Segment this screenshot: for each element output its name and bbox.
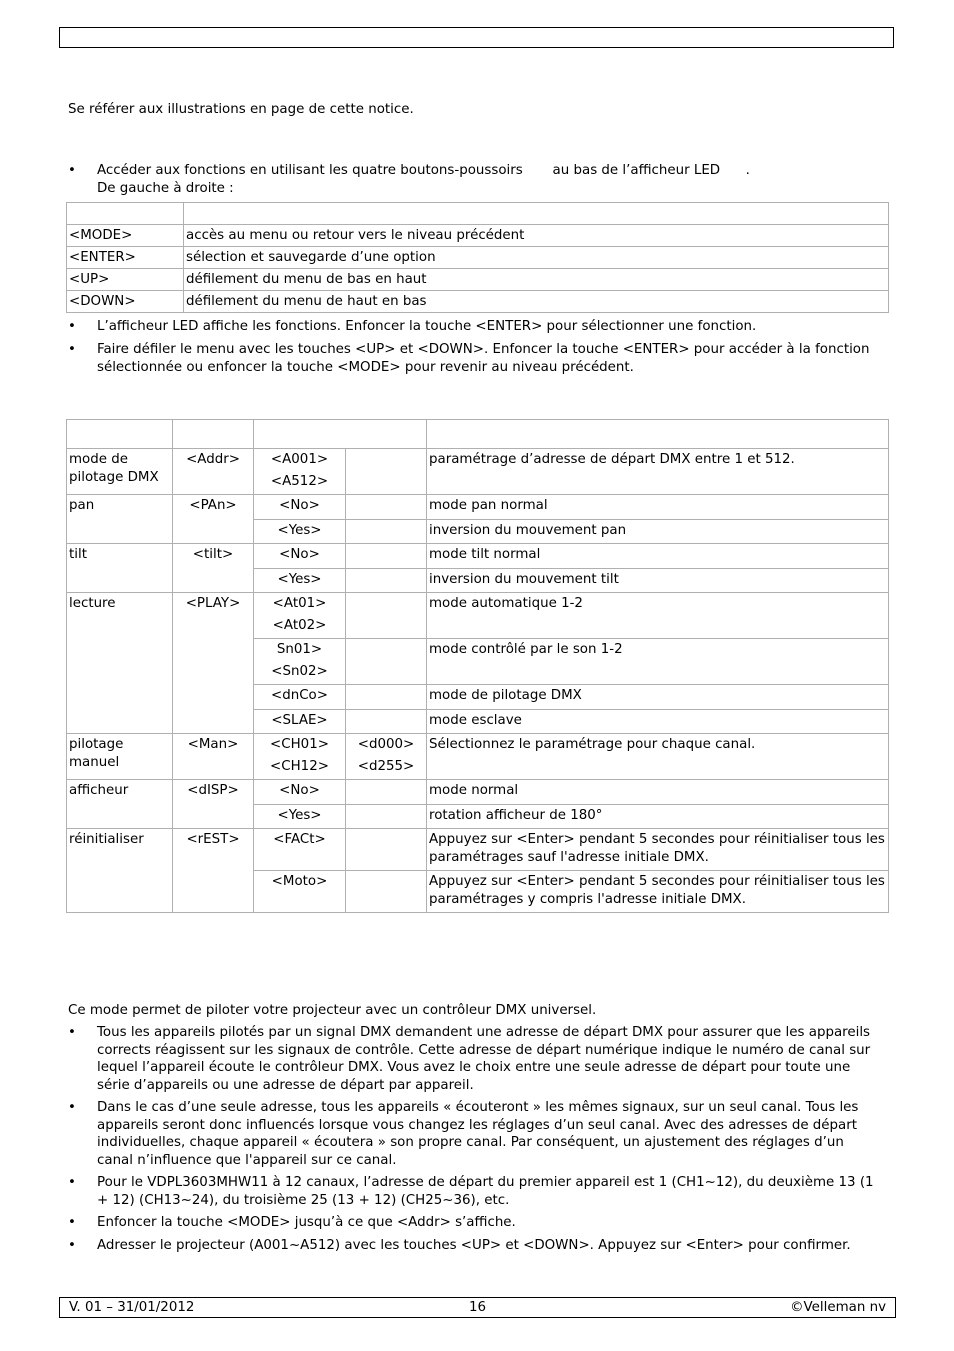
value-cell: <Moto> (254, 871, 346, 913)
table-row (67, 225, 889, 247)
desc-cell: défilement du menu de haut en bas (184, 291, 889, 313)
bullet-icon: • (68, 342, 76, 357)
desc-cell: mode pan normal (427, 495, 889, 520)
function-name: réinitialiser (67, 829, 173, 913)
bullet-icon: • (68, 1175, 76, 1190)
desc-cell: mode normal (427, 780, 889, 805)
function-name: pan (67, 495, 173, 544)
function-code: <dISP> (173, 780, 254, 829)
footer-page-number: 16 (469, 1300, 487, 1315)
desc-cell: inversion du mouvement pan (427, 519, 889, 544)
bullet-text: Dans le cas d’une seule adresse, tous les appareils « écouteront » les mêmes signaux, sur un seul canal. Tous les appareils seront donc influencés lorsque vous changez les réglages d’un seul canal. Avec des adresses de départ individuelles, chaque appareil « écoutera » son propre canal. Par conséquent, un ajustement des réglages d’un canal n’influence que l'appareil sur ce canal. (97, 1100, 859, 1168)
footer-version: V. 01 – 31/01/2012 (69, 1300, 195, 1315)
function-name: mode de pilotage DMX (67, 449, 173, 495)
value-cell: <FACt> (254, 829, 346, 871)
key-cell: <UP> (67, 269, 184, 291)
function-code: <tilt> (173, 544, 254, 593)
value-cell: <CH01> <CH12> (254, 734, 346, 780)
function-name: tilt (67, 544, 173, 593)
desc-cell: Appuyez sur <Enter> pendant 5 secondes pour réinitialiser tous les paramétrages sauf l'adresse initiale DMX. (427, 829, 889, 871)
bullet-icon: • (68, 1238, 76, 1253)
desc-cell: mode contrôlé par le son 1-2 (427, 639, 889, 685)
desc-cell: rotation afficheur de 180° (427, 804, 889, 829)
key-cell: <ENTER> (67, 247, 184, 269)
bullet-icon: • (68, 163, 76, 178)
table-row (67, 449, 889, 495)
key-cell: <MODE> (67, 225, 184, 247)
value-cell: <At01> <At02> (254, 593, 346, 639)
value-cell: <A001> <A512> (254, 449, 346, 495)
function-code: <PAn> (173, 495, 254, 544)
function-code: <rEST> (173, 829, 254, 913)
value-cell: <No> (254, 780, 346, 805)
subvalue-cell: <d000> <d255> (346, 734, 427, 780)
bullet-text: Tous les appareils pilotés par un signal DMX demandent une adresse de départ DMX pour assurer que les appareils corrects réagissent sur les signaux de contrôle. Cette adresse de départ numérique indique le numéro de canal sur lequel l’appareil écoute le contrôleur DMX. Vous avez le choix entre une seule adresse de départ pour toute une série d’appareils ou une adresse de départ par appareil. (97, 1025, 871, 1093)
function-code: <PLAY> (173, 593, 254, 734)
function-code: <Addr> (173, 449, 254, 495)
key-cell: <DOWN> (67, 291, 184, 313)
bullet-text: Faire défiler le menu avec les touches <UP> et <DOWN>. Enfoncer la touche <ENTER> pour accéder à la fonction sélectionnée ou enfoncer la touche <MODE> pour revenir au niveau précédent. (97, 342, 870, 375)
footer-copyright: ©Velleman nv (790, 1300, 886, 1315)
bullet-text: Pour le VDPL3603MHW11 à 12 canaux, l’adresse de départ du premier appareil est 1 (CH1~12), du deuxième 13 (1 + 12) (CH13~24), du troisième 25 (13 + 12) (CH25~36), etc. (97, 1175, 874, 1208)
value-cell: <Yes> (254, 568, 346, 593)
desc-cell: sélection et sauvegarde d’une option (184, 247, 889, 269)
value-cell: <Yes> (254, 519, 346, 544)
desc-cell: paramétrage d’adresse de départ DMX entre 1 et 512. (427, 449, 889, 495)
table-row (67, 780, 889, 805)
table-row (67, 544, 889, 569)
table-row (67, 593, 889, 639)
list-item (68, 162, 880, 198)
value-cell: <dnCo> (254, 685, 346, 710)
table-header-row (67, 420, 889, 449)
desc-cell: mode de pilotage DMX (427, 685, 889, 710)
desc-cell: défilement du menu de bas en haut (184, 269, 889, 291)
menu-table (66, 419, 889, 913)
bullet-text: Adresser le projecteur (A001~A512) avec les touches <UP> et <DOWN>. Appuyez sur <Enter> pour confirmer. (97, 1238, 851, 1253)
function-name: pilotage manuel (67, 734, 173, 780)
bullet-icon: • (68, 1025, 76, 1040)
footer (59, 1297, 896, 1318)
table-row (67, 495, 889, 520)
bullet-text: Accéder aux fonctions en utilisant les quatre boutons-poussoirs au bas de l’afficheur LED . (97, 163, 750, 178)
desc-cell: accès au menu ou retour vers le niveau précédent (184, 225, 889, 247)
table-row (67, 269, 889, 291)
value-cell: <No> (254, 544, 346, 569)
desc-cell: mode automatique 1-2 (427, 593, 889, 639)
bullet-icon: • (68, 1215, 76, 1230)
value-cell: <SLAE> (254, 709, 346, 734)
buttons-table (66, 202, 889, 313)
desc-cell: Appuyez sur <Enter> pendant 5 secondes pour réinitialiser tous les paramétrages y compris l'adresse initiale DMX. (427, 871, 889, 913)
bullet-text: L’afficheur LED affiche les fonctions. Enfoncer la touche <ENTER> pour sélectionner une fonction. (97, 319, 757, 334)
bullet-text: De gauche à droite : (97, 180, 234, 196)
table-header-row (67, 203, 889, 225)
bullet-text: Enfoncer la touche <MODE> jusqu’à ce que <Addr> s’affiche. (97, 1215, 516, 1230)
dmx-intro-text: Ce mode permet de piloter votre projecteur avec un contrôleur DMX universel. (68, 1003, 597, 1018)
table-row (67, 291, 889, 313)
table-row (67, 734, 889, 780)
desc-cell: mode esclave (427, 709, 889, 734)
function-name: afficheur (67, 780, 173, 829)
header-box (59, 27, 894, 48)
desc-cell: Sélectionnez le paramétrage pour chaque canal. (427, 734, 889, 780)
value-cell: Sn01> <Sn02> (254, 639, 346, 685)
function-code: <Man> (173, 734, 254, 780)
value-cell: <No> (254, 495, 346, 520)
bullet-icon: • (68, 1100, 76, 1115)
table-row (67, 829, 889, 871)
desc-cell: inversion du mouvement tilt (427, 568, 889, 593)
intro-text: Se référer aux illustrations en page de cette notice. (68, 102, 414, 117)
table-row (67, 247, 889, 269)
value-cell: <Yes> (254, 804, 346, 829)
bullet-icon: • (68, 319, 76, 334)
function-name: lecture (67, 593, 173, 734)
desc-cell: mode tilt normal (427, 544, 889, 569)
